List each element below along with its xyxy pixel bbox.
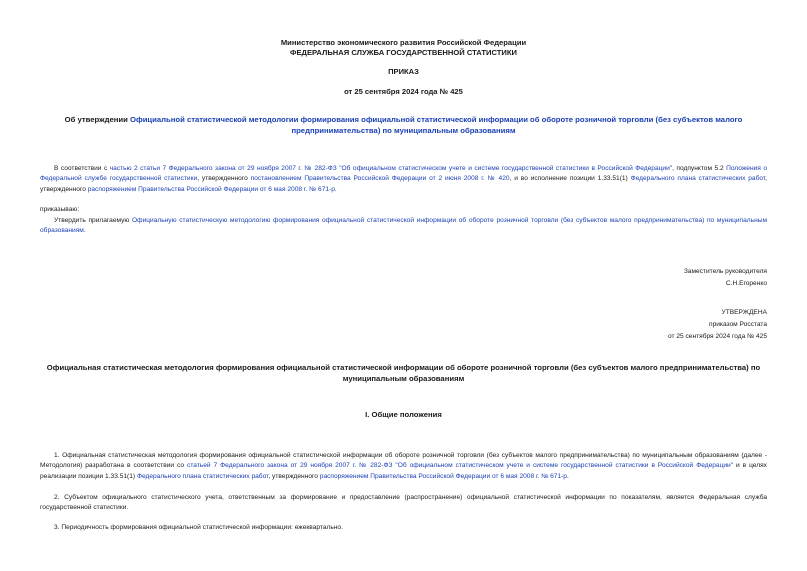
regulation-link[interactable]: Положения о Федеральной службе государственной статистики (40, 165, 767, 183)
order-date-number: от 25 сентября 2024 года № 425 (344, 87, 463, 96)
order-text: Утвердить прилагаемую (54, 217, 133, 224)
service-name: ФЕДЕРАЛЬНАЯ СЛУЖБА ГОСУДАРСТВЕННОЙ СТАТИСТИКИ (290, 48, 517, 57)
order-word: приказываю: (40, 206, 80, 213)
government-order-link[interactable]: распоряжением Правительства Российской Федерации от 6 мая 2008 г. № 671-р (319, 472, 567, 480)
preamble-paragraph (40, 164, 767, 195)
federal-law-link[interactable]: статьей 7 Федерального закона от 29 ноября 2007 г. № 282-ФЗ "Об официальном статистическом учете и системе государственной статистики в Российской Федерации" (187, 462, 734, 470)
ministry-name: Министерство экономического развития Российской Федерации (280, 38, 527, 47)
preamble-text: , утвержденного (40, 175, 767, 193)
federal-plan-link[interactable]: Федерального плана статистических работ (136, 472, 269, 480)
paragraph-text: . (566, 472, 569, 480)
approval-line: приказом Росстата (709, 321, 767, 328)
federal-law-link[interactable]: частью 2 статьи 7 Федерального закона от 29 ноября 2007 г. № 282-ФЗ "Об официальном статистическом учете и системе государственной статистики в Российской Федерации" (109, 165, 673, 172)
approval-line: от 25 сентября 2024 года № 425 (667, 333, 767, 340)
preamble-text: , и во исполнение позиции 1.33.51(1) (509, 175, 631, 183)
order-title (44, 114, 763, 136)
methodology-title: Официальная статистическая методология формирования официальной статистической информации об обороте розничной торговли (без субъектов малого предпринимательства) по муниципальным образованиям (46, 363, 761, 383)
paragraph-text: 1. Официальная статистическая методология формирования официальной статистической информации об обороте розничной торговли (без субъектов малого предпринимательства) по муниципальным образованиям (далее - Методология) разработана в соответствии со (40, 452, 767, 470)
paragraph-text: и в целях реализации позиции 1.33.51(1) (40, 462, 767, 480)
federal-plan-link[interactable]: Федерального плана статистических работ (630, 175, 766, 183)
methodology-paragraph-3: 3. Периодичность формирования официальной статистической информации: ежеквартально. (54, 524, 343, 531)
methodology-link[interactable]: Официальной статистической методологии формирования официальной статистической информации об обороте розничной торговли (без субъектов малого предпринимательства) по муниципальным образованиям (129, 115, 743, 135)
preamble-text: , подпунктом 5.2 (672, 165, 727, 172)
methodology-link[interactable]: Официальную статистическую методологию формирования официальной статистической информации об обороте розничной торговли (без субъектов малого предпринимательства) по муниципальным образованиям (40, 217, 767, 235)
government-decree-link[interactable]: постановлением Правительства Российской Федерации от 2 июня 2008 г. № 420 (250, 175, 510, 183)
preamble-text: , утвержденного (197, 175, 251, 183)
preamble-text: . (334, 185, 337, 193)
signature-block (684, 266, 767, 290)
approval-block (668, 307, 767, 343)
signature-name: С.Н.Егоренко (725, 280, 767, 287)
document-type: ПРИКАЗ (388, 67, 419, 76)
section-title: I. Общие положения (365, 410, 442, 419)
order-title-prefix: Об утверждении (64, 115, 130, 124)
signature-position: Заместитель руководителя (683, 268, 767, 275)
order-paragraph (40, 216, 767, 237)
methodology-paragraph-1 (40, 451, 767, 482)
preamble-text: В соответствии с (54, 165, 110, 172)
government-order-link[interactable]: распоряжением Правительства Российской Федерации от 6 мая 2008 г. № 671-р (87, 185, 335, 193)
order-text: . (83, 227, 86, 235)
methodology-paragraph-2: 2. Субъектом официального статистического учета, ответственным за формирование и предоставление (распространение) официальной статистической информации по показателям, является Федеральная служба государственной статистики. (40, 494, 767, 512)
paragraph-text: , утвержденного (268, 472, 320, 480)
approval-line: УТВЕРЖДЕНА (721, 309, 767, 316)
